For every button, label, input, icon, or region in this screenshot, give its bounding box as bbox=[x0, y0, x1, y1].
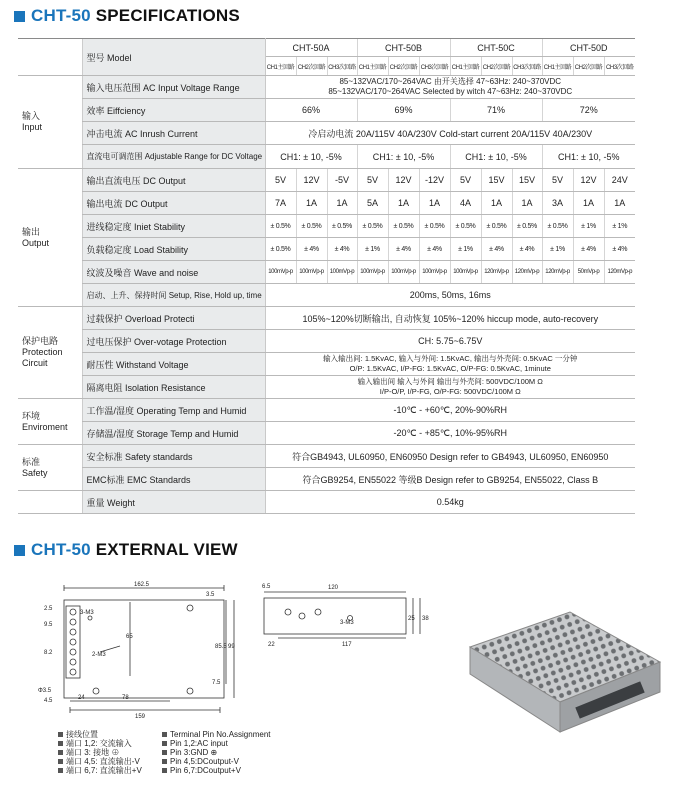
pin-item-en: Pin 4,5:DCoutput-V bbox=[170, 757, 239, 766]
efficiency-value: 69% bbox=[357, 99, 450, 122]
bullet-icon bbox=[162, 750, 167, 755]
out-voltage-cell: 12V bbox=[573, 169, 604, 192]
row-label-out-current: 输出电流 DC Output bbox=[82, 192, 265, 215]
ripple-cell: 100mVp-p bbox=[357, 261, 388, 284]
load-reg-cell: ± 4% bbox=[512, 238, 542, 261]
out-voltage-cell: -12V bbox=[419, 169, 450, 192]
dim-label: 65 bbox=[126, 634, 133, 640]
timing-value: 200ms, 50ms, 16ms bbox=[265, 284, 635, 307]
load-reg-cell: ± 4% bbox=[481, 238, 512, 261]
ripple-cell: 120mVp-p bbox=[604, 261, 635, 284]
pin-item-cn: 端口 1,2: 交流输入 bbox=[66, 739, 132, 748]
weight-value: 0.54kg bbox=[265, 491, 635, 514]
section-marker-icon bbox=[14, 545, 25, 556]
dim-label: 4.5 bbox=[44, 698, 53, 704]
dim-label: 8.2 bbox=[44, 650, 53, 656]
channel-header: CH1主回路 bbox=[357, 57, 388, 76]
adjust-value: CH1: ± 10, -5% bbox=[542, 145, 635, 169]
dim-label: 24 bbox=[78, 695, 85, 701]
model-header-d: CHT-50D bbox=[542, 39, 635, 57]
dim-label: 78 bbox=[122, 695, 129, 701]
row-label-adjust: 直流电可调范围 Adjustable Range for DC Voltage bbox=[82, 145, 265, 169]
out-current-cell: 1A bbox=[604, 192, 635, 215]
channel-header: CH3次回路 bbox=[604, 57, 635, 76]
dim-label: 3-M3 bbox=[80, 610, 94, 616]
pin-assignment-cn bbox=[58, 730, 142, 775]
bullet-icon bbox=[162, 732, 167, 737]
pin-item-en: Pin 1,2:AC input bbox=[170, 739, 228, 748]
ripple-cell: 120mVp-p bbox=[481, 261, 512, 284]
load-reg-cell: ± 4% bbox=[296, 238, 327, 261]
row-label-timing: 启动、上升、保持时间 Setup, Rise, Hold up, time bbox=[82, 284, 265, 307]
out-voltage-cell: 15V bbox=[481, 169, 512, 192]
bullet-icon bbox=[58, 750, 63, 755]
pin-item-cn: 端口 6,7: 直流输出+V bbox=[66, 766, 142, 775]
section-marker-icon bbox=[14, 11, 25, 22]
out-voltage-cell: 15V bbox=[512, 169, 542, 192]
channel-header: CH2次回路 bbox=[573, 57, 604, 76]
adjust-value: CH1: ± 10, -5% bbox=[450, 145, 542, 169]
section-title: SPECIFICATIONS bbox=[95, 6, 240, 25]
load-reg-cell: ± 4% bbox=[388, 238, 419, 261]
bullet-icon bbox=[58, 759, 63, 764]
line-reg-cell: ± 0.5% bbox=[296, 215, 327, 238]
adjust-value: CH1: ± 10, -5% bbox=[357, 145, 450, 169]
pin-item-cn: 端口 4,5: 直流输出-V bbox=[66, 757, 140, 766]
dim-label: 117 bbox=[342, 642, 352, 648]
line-reg-cell: ± 1% bbox=[604, 215, 635, 238]
dim-label: 3.5 bbox=[206, 592, 215, 598]
ripple-cell: 100mVp-p bbox=[296, 261, 327, 284]
bullet-icon bbox=[162, 741, 167, 746]
out-voltage-cell: 24V bbox=[604, 169, 635, 192]
row-label-weight: 重量 Weight bbox=[82, 491, 265, 514]
channel-header: CH3次回路 bbox=[419, 57, 450, 76]
model-header-b: CHT-50B bbox=[357, 39, 450, 57]
ripple-cell: 100mVp-p bbox=[419, 261, 450, 284]
out-current-cell: 1A bbox=[481, 192, 512, 215]
pin-item-cn: 端口 3: 接地 ⊕ bbox=[66, 748, 120, 757]
line-reg-cell: ± 0.5% bbox=[481, 215, 512, 238]
line-reg-cell: ± 0.5% bbox=[265, 215, 296, 238]
inrush-value: 冷启动电流 20A/115V 40A/230V Cold-start current 20A/115V 40A/230V bbox=[265, 122, 635, 145]
load-reg-cell: ± 1% bbox=[542, 238, 573, 261]
line-reg-cell: ± 0.5% bbox=[450, 215, 481, 238]
model-header-a: CHT-50A bbox=[265, 39, 357, 57]
row-label-storage-temp: 存储温/湿度 Storage Temp and Humid bbox=[82, 422, 265, 445]
out-current-cell: 1A bbox=[573, 192, 604, 215]
channel-header: CH1主回路 bbox=[542, 57, 573, 76]
work-temp-value: -10℃ - +60℃, 20%-90%RH bbox=[265, 399, 635, 422]
line-reg-cell: ± 0.5% bbox=[327, 215, 357, 238]
efficiency-value: 71% bbox=[450, 99, 542, 122]
dim-label: 120 bbox=[328, 585, 339, 591]
out-voltage-cell: -5V bbox=[327, 169, 357, 192]
row-label-withstand: 耐压性 Withstand Voltage bbox=[82, 353, 265, 376]
out-current-cell: 4A bbox=[450, 192, 481, 215]
load-reg-cell: ± 4% bbox=[573, 238, 604, 261]
out-current-cell: 1A bbox=[419, 192, 450, 215]
row-label-work-temp: 工作温/湿度 Operating Temp and Humid bbox=[82, 399, 265, 422]
bullet-icon bbox=[58, 732, 63, 737]
view-section-heading bbox=[14, 540, 238, 560]
side-view-drawing bbox=[258, 580, 438, 652]
storage-temp-value: -20℃ - +85℃, 10%-95%RH bbox=[265, 422, 635, 445]
ripple-cell: 50mVp-p bbox=[573, 261, 604, 284]
group-output: 输出 Output bbox=[18, 169, 82, 307]
dim-label: 159 bbox=[135, 714, 146, 720]
out-voltage-cell: 5V bbox=[265, 169, 296, 192]
ripple-cell: 120mVp-p bbox=[542, 261, 573, 284]
out-current-cell: 1A bbox=[388, 192, 419, 215]
emc-value: 符合GB9254, EN55022 等级B Design refer to GB9254, EN55022, Class B bbox=[265, 468, 635, 491]
row-label-model: 型号 Model bbox=[82, 39, 265, 76]
dim-label: Φ3.5 bbox=[38, 688, 52, 694]
pin-title-en: Terminal Pin No.Assignment bbox=[170, 730, 271, 739]
ripple-cell: 120mVp-p bbox=[512, 261, 542, 284]
group-protection: 保护电路 Protection Circuit bbox=[18, 307, 82, 399]
load-reg-cell: ± 1% bbox=[450, 238, 481, 261]
section-model: CHT-50 bbox=[31, 6, 91, 25]
isolation-value: 输入输出间 输入与外间 输出与外壳间: 500VDC/100M Ω I/P-O/P, I/P-FG, O/P-FG: 500VDC/100M Ω bbox=[265, 376, 635, 399]
row-label-emc: EMC标准 EMC Standards bbox=[82, 468, 265, 491]
row-label-inrush: 冲击电流 AC Inrush Current bbox=[82, 122, 265, 145]
spec-table bbox=[18, 38, 635, 514]
pin-item-en: Pin 3:GND ⊕ bbox=[170, 748, 218, 757]
pin-title-cn: 接线位置 bbox=[66, 730, 98, 739]
dim-label: 7.5 bbox=[212, 680, 221, 686]
out-voltage-cell: 12V bbox=[388, 169, 419, 192]
out-voltage-cell: 5V bbox=[450, 169, 481, 192]
dim-label: 2.5 bbox=[44, 606, 53, 612]
load-reg-cell: ± 4% bbox=[327, 238, 357, 261]
dim-label: 3-M3 bbox=[340, 620, 354, 626]
group-safety: 标准 Safety bbox=[18, 445, 82, 491]
dim-label: 22 bbox=[268, 642, 275, 648]
section-model: CHT-50 bbox=[31, 540, 91, 559]
out-current-cell: 1A bbox=[327, 192, 357, 215]
channel-header: CH3次回路 bbox=[327, 57, 357, 76]
spec-section-heading bbox=[14, 6, 240, 26]
row-label-ripple: 纹波及噪音 Wave and noise bbox=[82, 261, 265, 284]
pin-item-en: Pin 6,7:DCoutput+V bbox=[170, 766, 241, 775]
pin-assignment-en bbox=[162, 730, 270, 775]
line-reg-cell: ± 0.5% bbox=[542, 215, 573, 238]
efficiency-value: 66% bbox=[265, 99, 357, 122]
load-reg-cell: ± 4% bbox=[419, 238, 450, 261]
channel-header: CH2次回路 bbox=[481, 57, 512, 76]
dim-label: 85.5 bbox=[215, 644, 227, 650]
front-view-drawing bbox=[30, 578, 240, 720]
bullet-icon bbox=[162, 759, 167, 764]
channel-header: CH2次回路 bbox=[296, 57, 327, 76]
dim-label: 38 bbox=[422, 616, 429, 622]
line-reg-cell: ± 0.5% bbox=[512, 215, 542, 238]
line-reg-cell: ± 0.5% bbox=[357, 215, 388, 238]
channel-header: CH3次回路 bbox=[512, 57, 542, 76]
section-title: EXTERNAL VIEW bbox=[95, 540, 238, 559]
row-label-load-reg: 负载稳定度 Load Stability bbox=[82, 238, 265, 261]
out-voltage-cell: 5V bbox=[357, 169, 388, 192]
ripple-cell: 100mVp-p bbox=[327, 261, 357, 284]
dim-label: 162.5 bbox=[134, 582, 150, 588]
overload-value: 105%~120%切断输出, 自动恢复 105%~120% hiccup mode, auto-recovery bbox=[265, 307, 635, 330]
out-current-cell: 5A bbox=[357, 192, 388, 215]
model-header-c: CHT-50C bbox=[450, 39, 542, 57]
row-label-line-reg: 进线稳定度 Iniet Stability bbox=[82, 215, 265, 238]
row-label-safety-std: 安全标准 Safety standards bbox=[82, 445, 265, 468]
group-environment: 环境 Enviroment bbox=[18, 399, 82, 445]
load-reg-cell: ± 1% bbox=[357, 238, 388, 261]
load-reg-cell: ± 4% bbox=[604, 238, 635, 261]
channel-header: CH2次回路 bbox=[388, 57, 419, 76]
group-input: 输入 Input bbox=[18, 76, 82, 169]
input-voltage-value: 85~132VAC/170~264VAC 由开关选择 47~63Hz: 240~370VDC 85~132VAC/170~264VAC Selected by witch 47~63Hz: 240~370VDC bbox=[265, 76, 635, 99]
out-current-cell: 1A bbox=[296, 192, 327, 215]
row-label-input-voltage: 输入电压范围 AC Input Voltage Range bbox=[82, 76, 265, 99]
dim-label: 25 bbox=[408, 616, 415, 622]
bullet-icon bbox=[58, 741, 63, 746]
row-label-overvoltage: 过电压保护 Over-votage Protection bbox=[82, 330, 265, 353]
product-photo bbox=[460, 592, 672, 742]
dim-label: 99 bbox=[228, 644, 235, 650]
dim-label: 6.5 bbox=[262, 584, 271, 590]
bullet-icon bbox=[162, 768, 167, 773]
row-label-overload: 过载保护 Overload Protecti bbox=[82, 307, 265, 330]
overvoltage-value: CH: 5.75~6.75V bbox=[265, 330, 635, 353]
ripple-cell: 100mVp-p bbox=[388, 261, 419, 284]
row-label-isolation: 隔离电阻 Isolation Resistance bbox=[82, 376, 265, 399]
efficiency-value: 72% bbox=[542, 99, 635, 122]
out-voltage-cell: 12V bbox=[296, 169, 327, 192]
withstand-value: 输入输出间: 1.5KvAC, 输入与外间: 1.5KvAC, 输出与外壳间: 0.5KvAC 一分钟 O/P: 1.5KvAC, I/P-FG: 1.5KvAC, O/P-FG: 0.5KvAC, 1minute bbox=[265, 353, 635, 376]
out-current-cell: 1A bbox=[512, 192, 542, 215]
out-voltage-cell: 5V bbox=[542, 169, 573, 192]
line-reg-cell: ± 0.5% bbox=[419, 215, 450, 238]
ripple-cell: 100mVp-p bbox=[450, 261, 481, 284]
out-current-cell: 7A bbox=[265, 192, 296, 215]
row-label-efficiency: 效率 Eiffciency bbox=[82, 99, 265, 122]
ripple-cell: 100mVp-p bbox=[265, 261, 296, 284]
channel-header: CH1主回路 bbox=[450, 57, 481, 76]
dim-label: 2-M3 bbox=[92, 652, 106, 658]
bullet-icon bbox=[58, 768, 63, 773]
out-current-cell: 3A bbox=[542, 192, 573, 215]
line-reg-cell: ± 1% bbox=[573, 215, 604, 238]
safety-std-value: 符合GB4943, UL60950, EN60950 Design refer to GB4943, UL60950, EN60950 bbox=[265, 445, 635, 468]
line-reg-cell: ± 0.5% bbox=[388, 215, 419, 238]
dim-label: 9.5 bbox=[44, 622, 53, 628]
row-label-out-voltage: 输出直流电压 DC Output bbox=[82, 169, 265, 192]
load-reg-cell: ± 0.5% bbox=[265, 238, 296, 261]
adjust-value: CH1: ± 10, -5% bbox=[265, 145, 357, 169]
channel-header: CH1主回路 bbox=[265, 57, 296, 76]
